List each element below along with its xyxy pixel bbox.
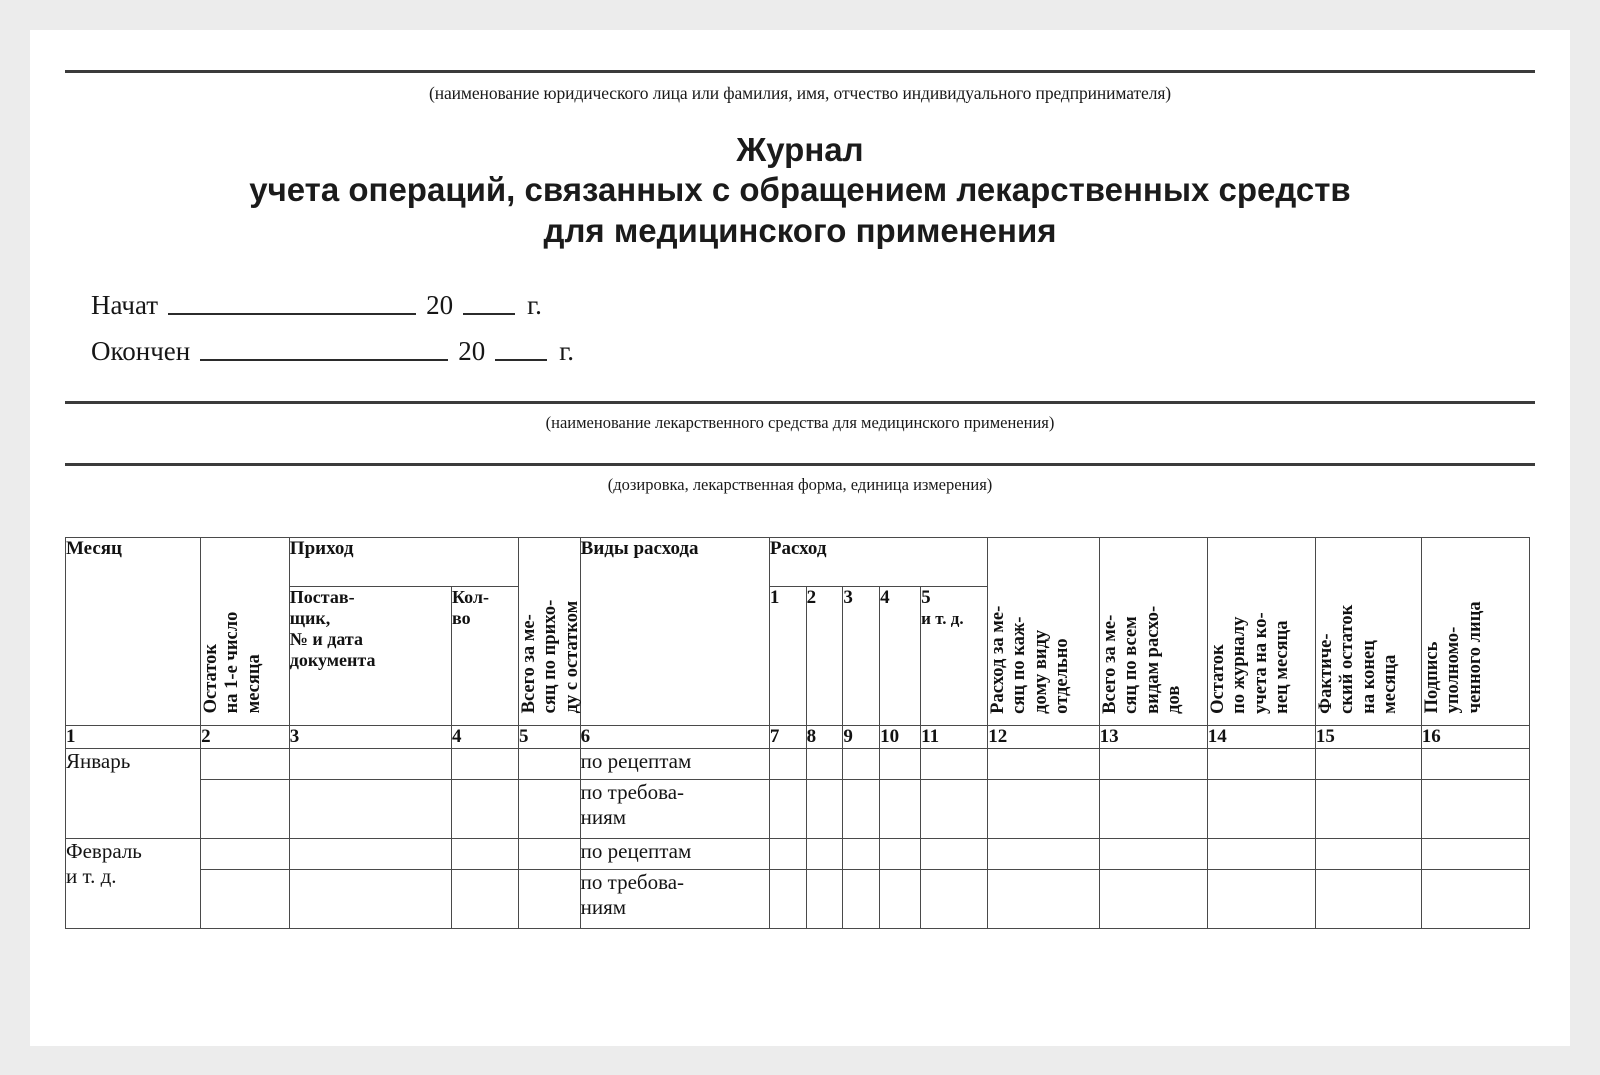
- cell-e1-r3[interactable]: [769, 838, 806, 869]
- cell-e2-r3[interactable]: [806, 838, 843, 869]
- header-expense-sub-1: 1: [769, 586, 806, 725]
- cell-balance-r1[interactable]: [201, 748, 290, 779]
- cell-total-expense-r4[interactable]: [1099, 869, 1207, 928]
- date-fields: [91, 287, 1535, 367]
- cell-total-expense-r2[interactable]: [1099, 779, 1207, 838]
- header-expense-by-type: [988, 537, 1099, 725]
- table-row: [66, 869, 1530, 928]
- cell-e3-r1[interactable]: [843, 748, 880, 779]
- cell-e5-r2[interactable]: [921, 779, 988, 838]
- cell-e5-r3[interactable]: [921, 838, 988, 869]
- cell-balance-r3[interactable]: [201, 838, 290, 869]
- header-balance-journal-l1: Остаток: [1207, 644, 1228, 714]
- journal-table-wrapper: [65, 537, 1535, 929]
- colnum-3: 3: [289, 725, 451, 748]
- started-label: Начат: [91, 289, 159, 320]
- cell-quantity-r4[interactable]: [451, 869, 518, 928]
- cell-total-income-r2[interactable]: [519, 779, 581, 838]
- cell-e3-r2[interactable]: [843, 779, 880, 838]
- entity-name-rule: [65, 70, 1535, 73]
- row-month-february[interactable]: [66, 838, 201, 928]
- cell-signature-r3[interactable]: [1421, 838, 1529, 869]
- header-supplier-l1: Постав-: [289, 586, 355, 607]
- form-sheet: [65, 70, 1535, 1015]
- cell-expense-type-r2-l2: ниям: [580, 804, 627, 829]
- header-balance-journal-l4: нец месяца: [1272, 620, 1293, 714]
- cell-supplier-r2[interactable]: [289, 779, 451, 838]
- header-signature-l1: Подпись: [1421, 641, 1442, 714]
- cell-expense-type-r4-l2: ниям: [580, 894, 627, 919]
- colnum-7: 7: [769, 725, 806, 748]
- header-quantity: [451, 586, 518, 725]
- cell-e4-r3[interactable]: [880, 838, 921, 869]
- header-expense: Расход: [769, 537, 987, 586]
- header-balance-journal-l3: учета на ко-: [1250, 612, 1271, 714]
- cell-e1-r2[interactable]: [769, 779, 806, 838]
- header-supplier: [289, 586, 451, 725]
- dosage-field: [65, 463, 1535, 495]
- cell-balance-r2[interactable]: [201, 779, 290, 838]
- drug-name-field: [65, 401, 1535, 433]
- dosage-rule[interactable]: [65, 463, 1535, 466]
- colnum-10: 10: [880, 725, 921, 748]
- header-quantity-l1: Кол-: [451, 586, 489, 607]
- row-month-january[interactable]: [66, 748, 201, 838]
- cell-e3-r3[interactable]: [843, 838, 880, 869]
- header-supplier-l3: № и дата: [289, 628, 363, 649]
- cell-e4-r2[interactable]: [880, 779, 921, 838]
- cell-expense-type-r3[interactable]: по рецептам: [580, 838, 769, 869]
- colnum-16: 16: [1421, 725, 1529, 748]
- cell-expense-type-r2[interactable]: [580, 779, 769, 838]
- header-balance-actual-l3: на конец: [1358, 640, 1379, 714]
- cell-e2-r1[interactable]: [806, 748, 843, 779]
- header-balance-journal-text: [1208, 528, 1294, 719]
- journal-table: [65, 537, 1530, 929]
- header-balance-first-day: [201, 537, 290, 725]
- header-supplier-l4: документа: [289, 649, 376, 670]
- header-total-expense-l3: видам расхо-: [1142, 605, 1163, 714]
- header-income: Приход: [289, 537, 518, 586]
- header-total-income-l1: Всего за ме-: [519, 614, 540, 714]
- header-expense-by-type-l3: дому виду: [1031, 629, 1052, 714]
- cell-expense-by-type-r4[interactable]: [988, 869, 1099, 928]
- colnum-1: 1: [66, 725, 201, 748]
- cell-expense-by-type-r3[interactable]: [988, 838, 1099, 869]
- cell-e4-r4[interactable]: [880, 869, 921, 928]
- colnum-14: 14: [1207, 725, 1315, 748]
- title-line-3: для медицинского применения: [543, 211, 1057, 249]
- colnum-11: 11: [921, 725, 988, 748]
- cell-balance-journal-r2[interactable]: [1207, 779, 1315, 838]
- cell-signature-r4[interactable]: [1421, 869, 1529, 928]
- cell-expense-by-type-r1[interactable]: [988, 748, 1099, 779]
- document-title: [65, 130, 1535, 251]
- cell-balance-journal-r4[interactable]: [1207, 869, 1315, 928]
- finished-year-suffix: г.: [559, 335, 574, 366]
- cell-total-income-r3[interactable]: [519, 838, 581, 869]
- started-year-input[interactable]: [463, 313, 515, 315]
- drug-name-rule[interactable]: [65, 401, 1535, 404]
- finished-year-prefix: 20: [458, 335, 486, 366]
- cell-e2-r4[interactable]: [806, 869, 843, 928]
- cell-total-income-r4[interactable]: [519, 869, 581, 928]
- header-balance-actual-end: [1315, 537, 1421, 725]
- cell-signature-r2[interactable]: [1421, 779, 1529, 838]
- colnum-9: 9: [843, 725, 880, 748]
- finished-row: [91, 333, 1535, 367]
- entity-name-caption: (наименование юридического лица или фамилия, имя, отчество индивидуального предпринимателя): [428, 83, 1172, 103]
- header-total-expense-l2: сяц по всем: [1121, 616, 1142, 714]
- finished-label: Окончен: [91, 335, 191, 366]
- cell-quantity-r1[interactable]: [451, 748, 518, 779]
- header-expense-sub-4: 4: [880, 586, 921, 725]
- header-balance-first-day-l1: Остаток: [201, 644, 222, 714]
- cell-supplier-r4[interactable]: [289, 869, 451, 928]
- header-balance-journal-l2: по журналу: [1229, 616, 1250, 714]
- header-signature: [1421, 537, 1529, 725]
- header-expense-sub-5-note: и т. д.: [921, 608, 964, 628]
- cell-quantity-r2[interactable]: [451, 779, 518, 838]
- header-expense-by-type-l2: сяц по каж-: [1009, 616, 1030, 714]
- started-row: [91, 287, 1535, 321]
- row-month-february-l2: и т. д.: [66, 863, 117, 888]
- cell-signature-r1[interactable]: [1421, 748, 1529, 779]
- row-month-february-l1: Февраль: [66, 838, 142, 863]
- header-month: Месяц: [66, 537, 201, 725]
- dosage-caption: (дозировка, лекарственная форма, единица измерения): [607, 474, 993, 494]
- colnum-2: 2: [201, 725, 290, 748]
- header-expense-sub-3: 3: [843, 586, 880, 725]
- cell-e3-r4[interactable]: [843, 869, 880, 928]
- title-line-1: Журнал: [736, 131, 864, 168]
- header-expense-types: Виды расхода: [580, 537, 769, 725]
- cell-total-expense-r3[interactable]: [1099, 838, 1207, 869]
- table-header-row: [66, 537, 1530, 586]
- finished-year-input[interactable]: [495, 359, 547, 361]
- header-balance-actual-l1: Фактиче-: [1315, 633, 1336, 714]
- cell-expense-type-r2-l1: по требова-: [580, 779, 685, 804]
- drug-name-caption: (наименование лекарственного средства для медицинского применения): [545, 412, 1055, 432]
- header-expense-by-type-text: [988, 528, 1074, 719]
- header-total-income-l2: сяц по прихо-: [540, 600, 561, 714]
- colnum-8: 8: [806, 725, 843, 748]
- started-year-prefix: 20: [426, 289, 454, 320]
- header-balance-first-day-text: [201, 528, 265, 719]
- row-month-january-l1: Январь: [66, 748, 131, 773]
- header-expense-by-type-l1: Расход за ме-: [988, 605, 1009, 714]
- document-page: [30, 30, 1570, 1046]
- cell-balance-actual-r1[interactable]: [1315, 748, 1421, 779]
- cell-balance-actual-r4[interactable]: [1315, 869, 1421, 928]
- cell-balance-actual-r2[interactable]: [1315, 779, 1421, 838]
- header-balance-first-day-l3: месяца: [244, 654, 265, 714]
- header-total-expense-all-types: [1099, 537, 1207, 725]
- cell-supplier-r1[interactable]: [289, 748, 451, 779]
- cell-balance-r4[interactable]: [201, 869, 290, 928]
- cell-expense-by-type-r2[interactable]: [988, 779, 1099, 838]
- header-quantity-l2: во: [451, 607, 471, 628]
- header-total-income-text: [519, 528, 583, 719]
- cell-total-expense-r1[interactable]: [1099, 748, 1207, 779]
- cell-balance-journal-r1[interactable]: [1207, 748, 1315, 779]
- started-year-suffix: г.: [527, 289, 542, 320]
- header-total-expense-l4: дов: [1163, 685, 1184, 714]
- cell-total-income-r1[interactable]: [519, 748, 581, 779]
- colnum-15: 15: [1315, 725, 1421, 748]
- header-expense-sub-5: [921, 586, 988, 725]
- header-signature-l2: уполномо-: [1443, 627, 1464, 714]
- colnum-4: 4: [451, 725, 518, 748]
- header-expense-sub-2: 2: [806, 586, 843, 725]
- header-balance-actual-l4: месяца: [1380, 654, 1401, 714]
- finished-date-input[interactable]: [200, 359, 448, 361]
- header-balance-journal-end: [1207, 537, 1315, 725]
- column-number-row: [66, 725, 1530, 748]
- cell-supplier-r3[interactable]: [289, 838, 451, 869]
- colnum-6: 6: [580, 725, 769, 748]
- header-total-income-with-balance: [519, 537, 581, 725]
- header-balance-actual-l2: ский остаток: [1337, 604, 1358, 714]
- header-expense-sub-5-number: 5: [921, 586, 931, 608]
- cell-e5-r4[interactable]: [921, 869, 988, 928]
- header-signature-l3: ченного лица: [1464, 601, 1485, 714]
- header-total-income-l3: ду с остатком: [561, 601, 582, 714]
- cell-e4-r1[interactable]: [880, 748, 921, 779]
- colnum-5: 5: [519, 725, 581, 748]
- cell-e2-r2[interactable]: [806, 779, 843, 838]
- cell-e1-r1[interactable]: [769, 748, 806, 779]
- header-signature-text: [1422, 528, 1486, 719]
- started-date-input[interactable]: [168, 313, 416, 315]
- header-total-expense-l1: Всего за ме-: [1099, 614, 1120, 714]
- cell-balance-journal-r3[interactable]: [1207, 838, 1315, 869]
- header-supplier-l2: щик,: [289, 607, 331, 628]
- table-row: [66, 838, 1530, 869]
- table-row: [66, 779, 1530, 838]
- table-row: [66, 748, 1530, 779]
- header-balance-first-day-l2: на 1-е число: [222, 612, 243, 714]
- cell-expense-type-r4-l1: по требова-: [580, 869, 685, 894]
- header-balance-actual-text: [1316, 528, 1402, 719]
- colnum-12: 12: [988, 725, 1099, 748]
- cell-expense-type-r4[interactable]: [580, 869, 769, 928]
- title-line-2: учета операций, связанных с обращением лекарственных средств: [249, 171, 1351, 209]
- colnum-13: 13: [1099, 725, 1207, 748]
- header-expense-by-type-l4: отдельно: [1052, 638, 1073, 714]
- cell-quantity-r3[interactable]: [451, 838, 518, 869]
- cell-balance-actual-r3[interactable]: [1315, 838, 1421, 869]
- cell-e1-r4[interactable]: [769, 869, 806, 928]
- header-total-expense-text: [1100, 528, 1186, 719]
- cell-e5-r1[interactable]: [921, 748, 988, 779]
- cell-expense-type-r1[interactable]: по рецептам: [580, 748, 769, 779]
